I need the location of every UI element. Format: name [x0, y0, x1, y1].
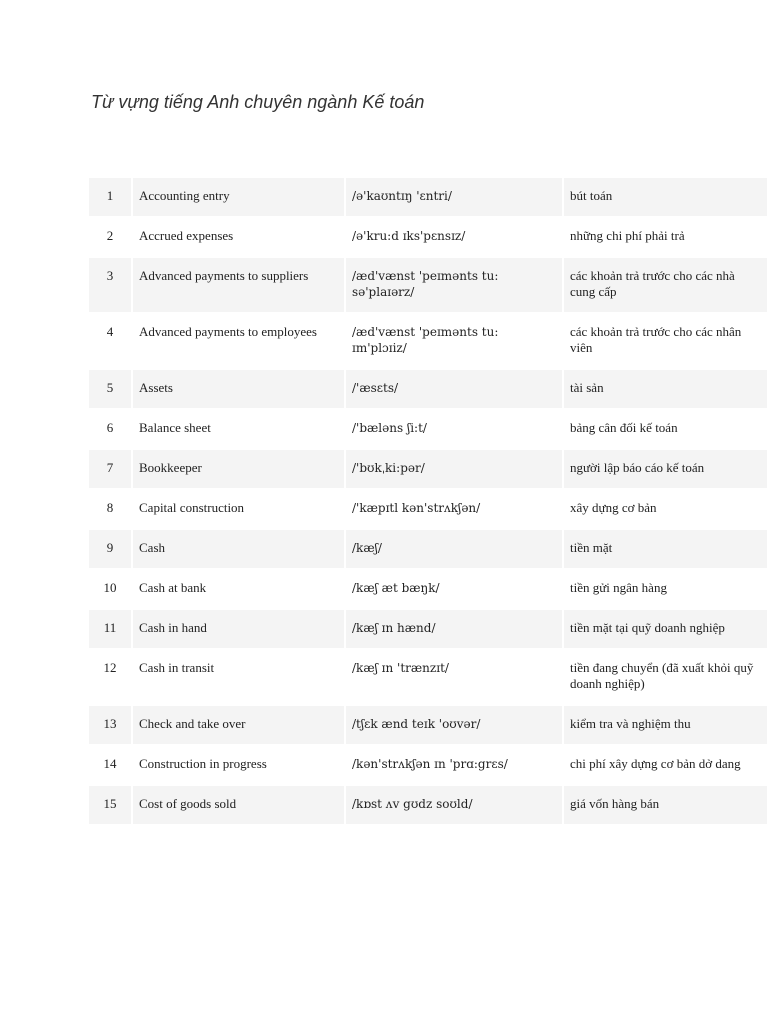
meaning-cell: tiền đang chuyển (đã xuất khỏi quỹ doanh nghiệp) [562, 650, 767, 704]
row-number: 1 [89, 178, 131, 216]
pronunciation-text: /kæʃ ɪn 'trænzɪt/ [352, 661, 449, 675]
row-number: 13 [89, 706, 131, 744]
row-number: 11 [89, 610, 131, 648]
table-row [89, 178, 767, 216]
pronunciation-cell [344, 746, 562, 784]
table-row [89, 706, 767, 744]
table-row [89, 530, 767, 568]
meaning-cell: tiền mặt [562, 530, 767, 568]
pronunciation-text: /æd'vænst 'peɪmənts tu: sə'plaɪərz/ [352, 269, 499, 299]
row-number: 7 [89, 450, 131, 488]
pronunciation-cell [344, 570, 562, 608]
meaning-cell: những chi phí phải trả [562, 218, 767, 256]
pronunciation-text: /'kæpɪtl kən'strʌkʃən/ [352, 501, 481, 515]
pronunciation-cell [344, 218, 562, 256]
pronunciation-cell [344, 706, 562, 744]
row-number: 9 [89, 530, 131, 568]
term-cell: Cash in transit [131, 650, 344, 704]
term-cell: Cost of goods sold [131, 786, 344, 824]
table-row [89, 570, 767, 608]
meaning-cell: tiền gửi ngân hàng [562, 570, 767, 608]
term-cell: Advanced payments to employees [131, 314, 344, 368]
vocabulary-table [89, 176, 767, 826]
meaning-cell: giá vốn hàng bán [562, 786, 767, 824]
table-row [89, 218, 767, 256]
pronunciation-text: /'æsɛts/ [352, 381, 399, 395]
term-cell: Check and take over [131, 706, 344, 744]
table-row [89, 370, 767, 408]
table-row [89, 746, 767, 784]
pronunciation-text: /æd'vænst 'peɪmənts tu: ɪm'plɔɪiz/ [352, 325, 499, 355]
pronunciation-cell [344, 178, 562, 216]
table-row [89, 314, 767, 368]
meaning-cell: xây dựng cơ bản [562, 490, 767, 528]
table-row [89, 410, 767, 448]
row-number: 6 [89, 410, 131, 448]
pronunciation-text: /ə'kaʊntɪŋ 'ɛntri/ [352, 189, 452, 203]
pronunciation-text: /kæʃ ɪn hænd/ [352, 621, 436, 635]
pronunciation-text: /kæʃ/ [352, 541, 382, 555]
pronunciation-cell [344, 650, 562, 704]
row-number: 12 [89, 650, 131, 704]
pronunciation-text: /tʃɛk ænd teɪk 'oʊvər/ [352, 717, 481, 731]
meaning-cell: người lập báo cáo kế toán [562, 450, 767, 488]
pronunciation-cell [344, 450, 562, 488]
meaning-cell: các khoản trả trước cho các nhân viên [562, 314, 767, 368]
row-number: 15 [89, 786, 131, 824]
term-cell: Cash at bank [131, 570, 344, 608]
row-number: 2 [89, 218, 131, 256]
page-title: Từ vựng tiếng Anh chuyên ngành Kế toán [91, 92, 425, 112]
meaning-cell: các khoản trả trước cho các nhà cung cấp [562, 258, 767, 312]
table-row [89, 450, 767, 488]
pronunciation-text: /kən'strʌkʃən ɪn 'prɑ:grɛs/ [352, 757, 508, 771]
row-number: 3 [89, 258, 131, 312]
meaning-cell: bút toán [562, 178, 767, 216]
term-cell: Cash in hand [131, 610, 344, 648]
table-row [89, 786, 767, 824]
pronunciation-cell [344, 370, 562, 408]
pronunciation-cell [344, 786, 562, 824]
pronunciation-cell [344, 314, 562, 368]
term-cell: Accounting entry [131, 178, 344, 216]
table-row [89, 610, 767, 648]
pronunciation-text: /'bæləns ʃi:t/ [352, 421, 427, 435]
term-cell: Capital construction [131, 490, 344, 528]
pronunciation-text: /kæʃ æt bæŋk/ [352, 581, 440, 595]
term-cell: Advanced payments to suppliers [131, 258, 344, 312]
term-cell: Assets [131, 370, 344, 408]
table-row [89, 650, 767, 704]
pronunciation-text: /ə'kru:d ɪks'pɛnsɪz/ [352, 229, 466, 243]
vocabulary-table-body [89, 178, 767, 824]
pronunciation-cell [344, 490, 562, 528]
row-number: 8 [89, 490, 131, 528]
meaning-cell: kiểm tra và nghiệm thu [562, 706, 767, 744]
term-cell: Construction in progress [131, 746, 344, 784]
pronunciation-cell [344, 258, 562, 312]
pronunciation-cell [344, 530, 562, 568]
term-cell: Accrued expenses [131, 218, 344, 256]
meaning-cell: chi phí xây dựng cơ bản dở dang [562, 746, 767, 784]
row-number: 10 [89, 570, 131, 608]
row-number: 14 [89, 746, 131, 784]
meaning-cell: bảng cân đối kế toán [562, 410, 767, 448]
term-cell: Bookkeeper [131, 450, 344, 488]
pronunciation-cell [344, 610, 562, 648]
table-row [89, 258, 767, 312]
term-cell: Balance sheet [131, 410, 344, 448]
table-row [89, 490, 767, 528]
pronunciation-cell [344, 410, 562, 448]
row-number: 5 [89, 370, 131, 408]
pronunciation-text: /kɒst ʌv gʊdz soʊld/ [352, 797, 473, 811]
meaning-cell: tiền mặt tại quỹ doanh nghiệp [562, 610, 767, 648]
meaning-cell: tài sản [562, 370, 767, 408]
row-number: 4 [89, 314, 131, 368]
pronunciation-text: /'bʊkˌki:pər/ [352, 461, 425, 475]
term-cell: Cash [131, 530, 344, 568]
